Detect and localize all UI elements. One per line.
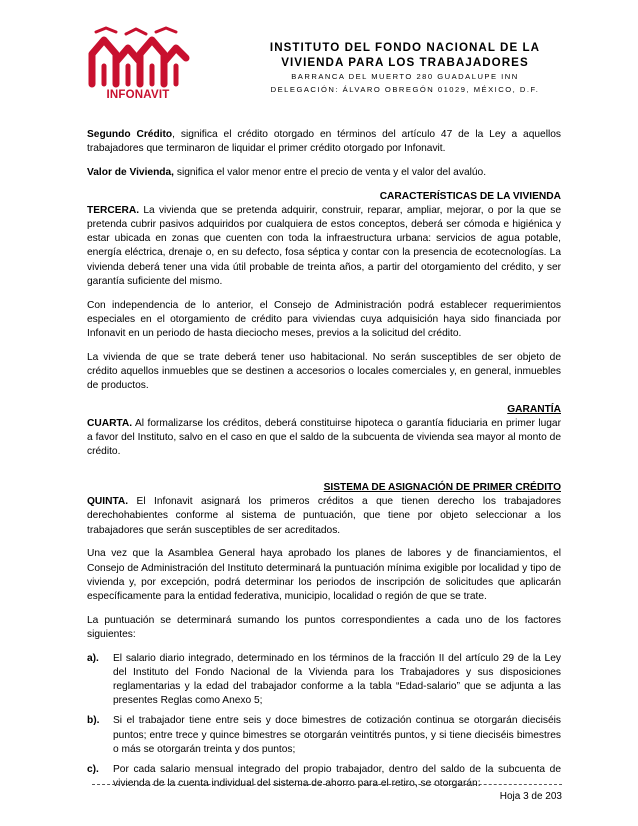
list-item xyxy=(87,763,561,791)
clause-text: Al formalizarse los créditos, deberá constituirse hipoteca o garantía fiduciaria en primer lugar a favor del Instituto, salvo en el caso en que el saldo de la subcuenta de vivienda sea mayor al monto de crédito. xyxy=(87,417,561,458)
paragraph: La puntuación se determinará sumando los puntos correspondientes a cada uno de los factores siguientes: xyxy=(87,614,561,640)
list-item-letter: c). xyxy=(87,764,99,776)
list-item-letter: b). xyxy=(87,715,100,727)
page-number: Hoja 3 de 203 xyxy=(499,791,562,802)
clause-text: El Infonavit asignará los primeros créditos a que tienen derecho los trabajadores derechohabientes conforme al sistema de puntuación, que tiene por objeto seleccionar a los trabajadores que serán susceptibles de ser acreditados. xyxy=(87,496,561,536)
list-item-letter: a). xyxy=(87,652,99,664)
clause-quinta xyxy=(87,495,561,538)
footer-divider xyxy=(92,784,562,785)
list-item-text: Si el trabajador tiene entre seis y doce bimestres de cotización continua se otorgarán dieciséis puntos; entre trece y quince bimestres se otorgarán veintitrés puntos, y si tiene dieciséis bimestres o más se otorgarán treinta y dos puntos; xyxy=(113,715,561,755)
section-heading-garantia: GARANTÍA xyxy=(507,403,561,415)
clause-cuarta xyxy=(87,417,561,460)
header-institution-line2: VIVIENDA PARA LOS TRABAJADORES xyxy=(281,56,529,69)
logo-wordmark: INFONAVIT xyxy=(106,89,170,101)
definition-valor-vivienda xyxy=(87,166,561,180)
header-institution-line1: INSTITUTO DEL FONDO NACIONAL DE LA xyxy=(269,41,541,54)
definition-segundo-credito xyxy=(87,128,561,156)
header-address-line2: DELEGACIÓN: ÁLVARO OBREGÓN 01029, MÉXICO, D.F. xyxy=(270,85,540,94)
term: Valor de Vivienda, xyxy=(87,166,175,178)
list-item xyxy=(87,652,561,709)
paragraph: Con independencia de lo anterior, el Consejo de Administración podrá establecer requerimientos especiales en el otorgamiento de crédito para viviendas cuya adquisición haya sido financiada por Infonavit en un periodo de hasta dieciocho meses, previos a la solicitud del crédito. xyxy=(87,299,561,339)
infonavit-logo-icon xyxy=(86,26,190,88)
list-item-text: Por cada salario mensual integrado del propio trabajador, dentro del saldo de la subcuenta de vivienda de la cuenta individual del sistema de ahorro para el retiro, se otorgarán: xyxy=(113,764,561,790)
header-address-line1: BARRANCA DEL MUERTO 280 GUADALUPE INN xyxy=(291,72,519,81)
clause-tercera xyxy=(87,204,561,289)
infonavit-logo xyxy=(86,26,190,106)
term: Segundo Crédito xyxy=(87,129,173,140)
section-heading-sistema-asignacion: SISTEMA DE ASIGNACIÓN DE PRIMER CRÉDITO xyxy=(323,482,561,494)
clause-label: QUINTA. xyxy=(87,496,129,508)
definition-text: significa el valor menor entre el precio de venta y el valor del avalúo. xyxy=(174,166,487,178)
clause-text: La vivienda que se pretenda adquirir, construir, reparar, ampliar, mejorar, o por la que se pretenda cubrir pasivos adquiridos por cualquiera de estos conceptos, deberá ser cómoda e higiénica y estar ubicada en zonas que cuenten con toda la infraestructura urbana: servicios de agua potable, energía eléctrica, drenaje o, en su defecto, fosa séptica y contar con la presencia de ecotecnologías. La vivienda deberá tener una vida útil probable de treinta años, a partir del otorgamiento del crédito, y ser garantía suficiente del mismo. xyxy=(87,204,561,287)
section-heading-caracteristicas: CARACTERÍSTICAS DE LA VIVIENDA xyxy=(379,190,561,202)
document-body xyxy=(87,128,561,797)
list-item xyxy=(87,714,561,757)
paragraph: Una vez que la Asamblea General haya aprobado los planes de labores y de financiamientos, el Consejo de Administración del Instituto determinará la puntuación mínima exigible por localidad y tipo de vivienda y, por excepción, podrá determinar los periodos de inscripción de solicitudes que aplicarán específicamente para la entidad federativa, municipio, localidad o región de que se trate. xyxy=(87,548,561,602)
clause-label: TERCERA. xyxy=(87,204,140,216)
clause-label: CUARTA. xyxy=(87,417,133,429)
list-item-text: El salario diario integrado, determinado en los términos de la fracción II del artículo 29 de la Ley del Instituto del Fondo Nacional de la Vivienda para los Trabajadores y sus disposiciones reglamentarias y la edad del trabajador conforme a la tabla “Edad-salario” que se adjunta a las presentes Reglas como Anexo 5; xyxy=(113,652,561,707)
paragraph: La vivienda de que se trate deberá tener uso habitacional. No serán susceptibles de ser objeto de crédito aquellos inmuebles que se destinen a accesorios o locales comerciales y, en general, inmuebles de productos. xyxy=(87,351,561,392)
definition-text: , significa el crédito otorgado en términos del artículo 47 de la Ley a aquellos trabajadores que terminaron de liquidar el primer crédito otorgado por Infonavit. xyxy=(87,129,561,155)
